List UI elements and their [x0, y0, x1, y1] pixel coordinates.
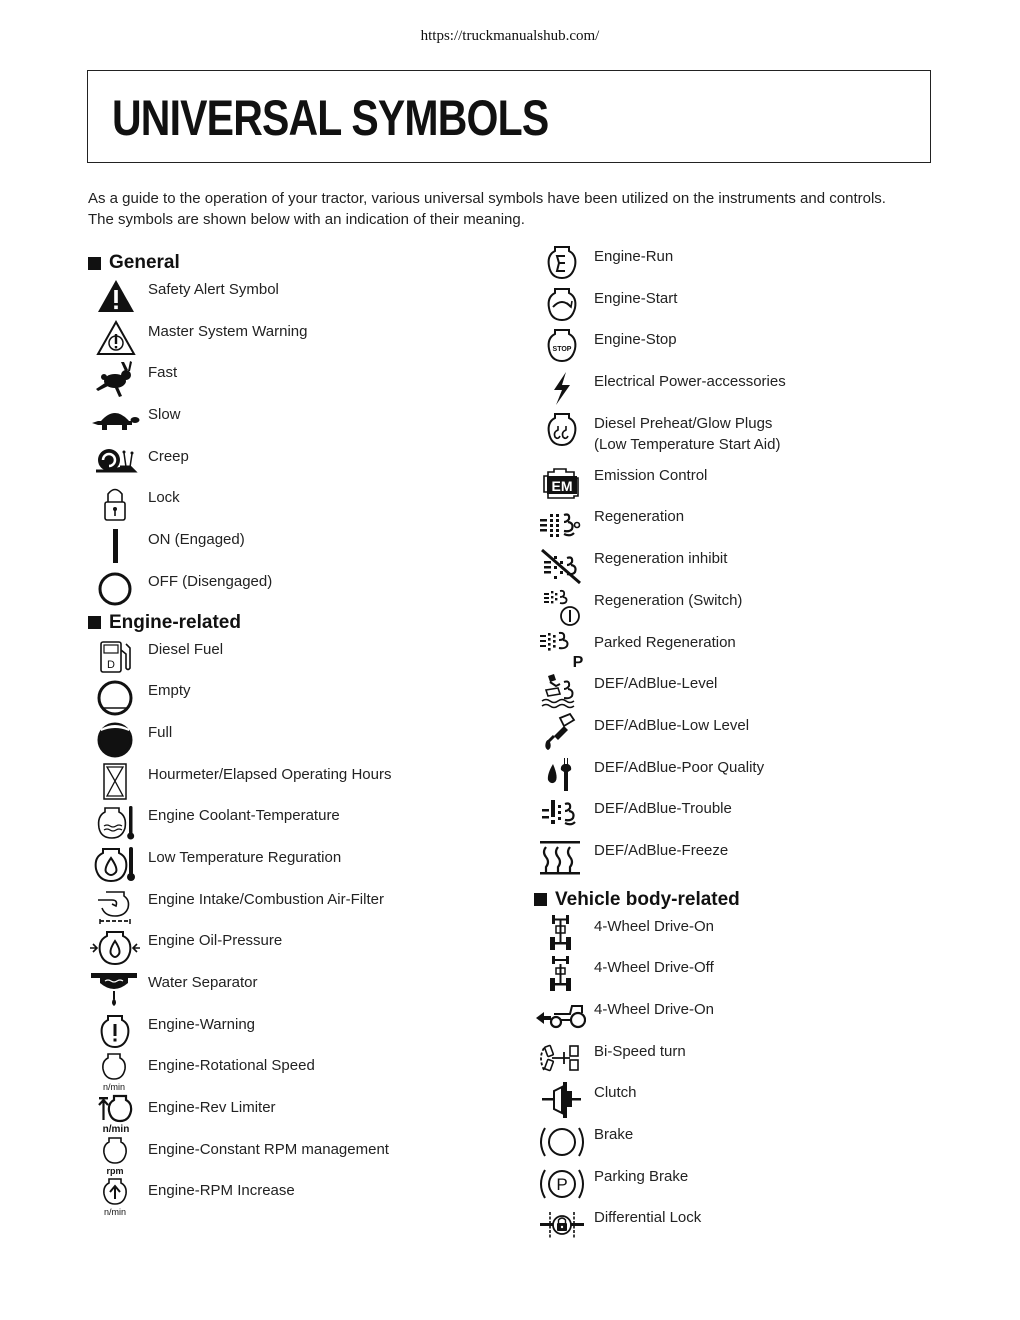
symbol-label: Hourmeter/Elapsed Operating Hours	[148, 765, 392, 783]
low-temperature-icon	[88, 844, 140, 884]
symbol-label: Brake	[594, 1126, 634, 1144]
intro-line-2: The symbols are shown below with an indication of their meaning.	[88, 211, 525, 228]
symbol-row-def-poor-quality	[534, 754, 974, 796]
empty-icon	[88, 677, 140, 717]
symbol-label: Engine-RPM Increase	[148, 1182, 295, 1200]
symbol-label: Engine-Run	[594, 248, 674, 265]
engine-warning-icon	[88, 1011, 140, 1051]
symbol-label: DEF/AdBlue-Freeze	[594, 841, 729, 859]
unit-nmin-bold-text: n/min	[102, 1124, 130, 1135]
on-bar-icon	[88, 526, 140, 566]
symbol-label	[594, 413, 780, 455]
symbol-row-4wd-on	[534, 913, 974, 955]
rpm-increase-icon	[88, 1177, 140, 1217]
turtle-icon	[88, 401, 140, 441]
em-text: EM	[551, 477, 573, 494]
emission-control-icon	[534, 462, 586, 502]
section-title: General	[109, 252, 180, 273]
bullet-square-icon	[534, 893, 547, 906]
symbol-label: Differential Lock	[594, 1209, 702, 1227]
symbol-row-engine-stop	[534, 326, 974, 368]
glow-plug-icon	[534, 410, 586, 450]
snail-icon	[88, 443, 140, 483]
parking-brake-icon	[534, 1163, 586, 1203]
label-line-1: Diesel Preheat/Glow Plugs	[594, 414, 773, 432]
parking-p-text: P	[556, 1174, 568, 1194]
rev-limiter-icon	[88, 1094, 140, 1134]
symbol-row-lock	[88, 484, 518, 526]
symbol-row-hourmeter	[88, 761, 518, 803]
def-poor-quality-icon	[534, 754, 586, 794]
symbol-label: Electrical Power-accessories	[594, 373, 786, 391]
symbol-label: DEF/AdBlue-Level	[594, 675, 718, 693]
symbol-row-def-low-level	[534, 712, 974, 754]
oil-pressure-icon	[88, 927, 140, 967]
symbol-label: Regeneration (Switch)	[594, 591, 743, 609]
svg-text:D: D	[107, 658, 115, 671]
symbol-row-glow-plugs	[534, 410, 974, 462]
engine-run-icon	[534, 243, 586, 283]
unit-rpm-text: rpm	[106, 1165, 124, 1176]
title-box	[87, 70, 931, 163]
def-low-level-icon	[534, 712, 586, 752]
hourglass-icon	[88, 761, 140, 801]
symbol-row-off	[88, 568, 518, 610]
full-icon	[88, 719, 140, 759]
symbol-row-emission	[534, 462, 974, 504]
symbol-row-constant-rpm	[88, 1136, 518, 1178]
symbol-label: Fast	[148, 364, 178, 382]
vehicle-symbol-list	[534, 913, 974, 1247]
safety-alert-icon	[88, 276, 140, 316]
tractor-four-wheel-icon	[534, 996, 586, 1036]
symbol-row-brake	[534, 1121, 974, 1163]
engine-symbol-list	[88, 636, 518, 1220]
bullet-square-icon	[88, 616, 101, 629]
left-column	[88, 250, 518, 1219]
symbol-row-rev-limiter	[88, 1094, 518, 1136]
symbol-label: Emission Control	[594, 466, 708, 484]
off-circle-icon	[88, 568, 140, 608]
section-vehicle-heading	[534, 887, 974, 913]
page-title: UNIVERSAL SYMBOLS	[112, 90, 549, 146]
symbol-row-def-level	[534, 670, 974, 712]
symbol-label: Full	[148, 723, 173, 741]
parked-p-text: P	[572, 653, 584, 669]
engine-start-icon	[534, 285, 586, 325]
bi-speed-turn-icon	[534, 1038, 586, 1078]
symbol-row-on	[88, 526, 518, 568]
section-title: Vehicle body-related	[555, 888, 740, 910]
clutch-icon	[534, 1079, 586, 1119]
symbol-row-rpm-increase	[88, 1177, 518, 1219]
symbol-row-empty	[88, 677, 518, 719]
symbol-row-oil-pressure	[88, 927, 518, 969]
symbol-row-def-freeze	[534, 837, 974, 879]
symbol-label: Engine Coolant-Temperature	[148, 807, 340, 825]
symbol-label: Slow	[148, 406, 181, 424]
symbol-label: Engine-Rotational Speed	[148, 1057, 315, 1075]
symbol-label: DEF/AdBlue-Trouble	[594, 800, 732, 818]
source-url[interactable]: https://truckmanualshub.com/	[420, 28, 600, 44]
symbol-label: Creep	[148, 447, 189, 465]
symbol-row-diesel-fuel	[88, 636, 518, 678]
symbol-row-engine-speed	[88, 1052, 518, 1094]
symbol-row-4wd-off	[534, 954, 974, 996]
symbol-row-master-warning	[88, 318, 518, 360]
symbol-label: Diesel Fuel	[148, 640, 224, 658]
symbol-label: 4-Wheel Drive-Off	[594, 959, 714, 977]
symbol-label: Regeneration inhibit	[594, 550, 728, 568]
symbol-row-regeneration-inhibit	[534, 545, 974, 587]
symbol-label: Engine-Constant RPM management	[148, 1140, 389, 1158]
def-trouble-icon	[534, 795, 586, 835]
symbol-row-fast	[88, 359, 518, 401]
air-filter-icon	[88, 886, 140, 926]
regeneration-inhibit-icon	[534, 545, 586, 585]
intro-text	[88, 188, 948, 230]
symbol-label: Empty	[148, 682, 191, 700]
symbol-label: Low Temperature Reguration	[148, 848, 342, 866]
engine-speed-icon	[88, 1052, 140, 1092]
lightning-icon	[534, 368, 586, 408]
symbol-label: Engine-Start	[594, 289, 678, 307]
unit-nmin-text: n/min	[102, 1082, 126, 1093]
right-column	[534, 243, 974, 1246]
general-symbol-list	[88, 276, 518, 610]
symbol-row-regeneration	[534, 503, 974, 545]
symbol-label: Parking Brake	[594, 1167, 689, 1185]
symbol-row-engine-start	[534, 285, 974, 327]
intro-line-1: As a guide to the operation of your tractor, various universal symbols have been utilized on the instruments and controls.	[88, 190, 886, 207]
diesel-fuel-icon	[88, 636, 140, 676]
symbol-label: ON (Engaged)	[148, 531, 245, 549]
symbol-label: Master System Warning	[148, 322, 308, 340]
section-title: Engine-related	[109, 611, 241, 633]
symbol-row-coolant	[88, 802, 518, 844]
four-wheel-drive-on-icon	[534, 913, 586, 953]
symbol-label: Engine-Stop	[594, 331, 677, 349]
symbol-label: Safety Alert Symbol	[148, 281, 279, 298]
symbol-row-slow	[88, 401, 518, 443]
constant-rpm-icon	[88, 1136, 140, 1176]
regeneration-switch-icon	[534, 587, 586, 627]
differential-lock-icon	[534, 1204, 586, 1244]
coolant-temperature-icon	[88, 802, 140, 842]
section-engine-heading	[88, 610, 518, 636]
unit-nmin-text: n/min	[103, 1207, 127, 1218]
symbol-label: DEF/AdBlue-Poor Quality	[594, 758, 765, 776]
symbol-label: OFF (Disengaged)	[148, 572, 273, 590]
symbol-label: Clutch	[594, 1084, 637, 1102]
symbol-row-electrical	[534, 368, 974, 410]
symbol-row-regeneration-switch	[534, 587, 974, 629]
symbol-row-clutch	[534, 1079, 974, 1121]
symbol-row-engine-run	[534, 243, 974, 285]
symbol-label: Lock	[148, 489, 180, 507]
symbol-label: Regeneration	[594, 508, 685, 526]
rabbit-icon	[88, 359, 140, 399]
bullet-square-icon	[88, 257, 101, 270]
symbol-row-parking-brake	[534, 1163, 974, 1205]
symbol-row-low-temp	[88, 844, 518, 886]
regeneration-icon	[534, 503, 586, 543]
symbol-row-water-separator	[88, 969, 518, 1011]
water-separator-icon	[88, 969, 140, 1009]
symbol-row-safety-alert	[88, 276, 518, 318]
def-freeze-icon	[534, 837, 586, 877]
def-level-icon	[534, 670, 586, 710]
symbol-row-bi-speed	[534, 1038, 974, 1080]
symbol-label: Engine-Rev Limiter	[148, 1099, 276, 1117]
symbol-label: 4-Wheel Drive-On	[594, 1001, 715, 1018]
symbol-label: Water Separator	[148, 974, 258, 991]
symbol-label: 4-Wheel Drive-On	[594, 917, 715, 935]
stop-text: STOP	[552, 346, 572, 354]
symbol-row-engine-warning	[88, 1011, 518, 1053]
symbol-label: Engine Oil-Pressure	[148, 932, 283, 950]
symbol-label: Engine-Warning	[148, 1015, 255, 1033]
symbol-label: DEF/AdBlue-Low Level	[594, 716, 750, 734]
symbol-row-tractor-4wd	[534, 996, 974, 1038]
symbol-label: Engine Intake/Combustion Air-Filter	[148, 890, 384, 908]
brake-icon	[534, 1121, 586, 1161]
label-line-2: (Low Temperature Start Aid)	[594, 435, 781, 453]
symbol-row-creep	[88, 443, 518, 485]
four-wheel-drive-off-icon	[534, 954, 586, 994]
symbol-label: Parked Regeneration	[594, 633, 736, 651]
section-general-heading	[88, 250, 518, 276]
engine-symbol-list-continued	[534, 243, 974, 879]
symbol-row-full	[88, 719, 518, 761]
master-warning-icon	[88, 318, 140, 358]
symbol-row-air-filter	[88, 886, 518, 928]
symbol-label: Bi-Speed turn	[594, 1042, 686, 1060]
symbol-row-parked-regeneration	[534, 629, 974, 671]
symbol-row-def-trouble	[534, 795, 974, 837]
engine-stop-icon	[534, 326, 586, 366]
parked-regeneration-icon	[534, 629, 586, 669]
symbol-row-differential-lock	[534, 1204, 974, 1246]
padlock-icon	[88, 484, 140, 524]
